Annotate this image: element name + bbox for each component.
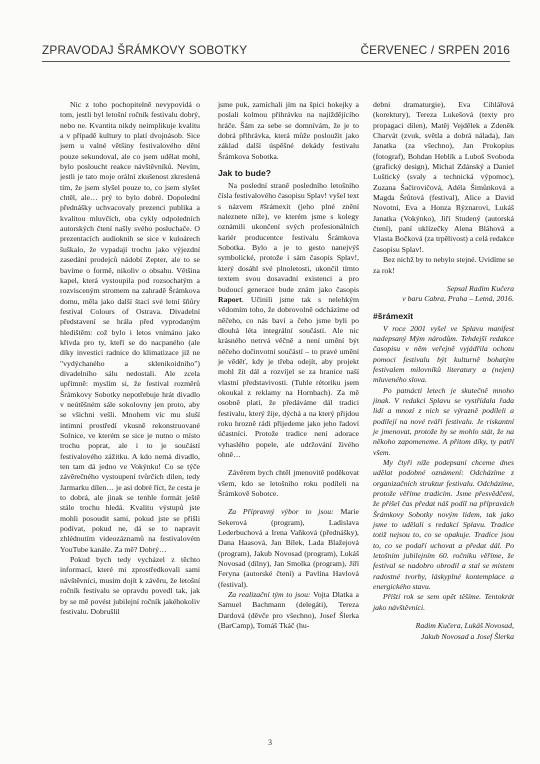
column-3: [373, 100, 514, 642]
signature: Sepsal Radim Kučera: [446, 283, 514, 293]
page-header: [42, 40, 510, 62]
paragraph: Na poslední straně posledního letošního čísla festivalového časopisu Splav! vyšel text s názvem #šrámexit (jeho plné znění naleznete níže), ve kterém jsme s kolegy oznámili ukončení svých profesionálních kariér producentce festivalu Šrámkova Sobotka. Bylo a je to gesto nanejvýš symbolické, protože i sám časopis Splav!, který dosáhl své plnoletosti, ukončil tímto textem svou dosavadní existenci a pro budoucí generace bude znám jako časopis Raport. Učinili jsme tak s nelehkým vědomím toho, že dobrovolně odcházíme od něčeho, co nás baví a čeho jsme byli po dlouhá léta integrální součástí. Ale nic krásného netrvá věčně a není umění být něčeho dočinvotní součástí – to pravé umění je věděť, kdy je třeba odejít, aby projekt mohl žít dál a rozvíjel se za hranice naší vlastní představivosti. (Tuhle rétoriku jsem okoukal z reklamy na Hornbach). Za mě osobně platí, že předáváme dál tradici festivalu, který žije, dýchá a na který přijdou roku hrozně rádi přijedeme jako jeho řadoví účastníci. Protože tradice není adorace vyhaslého popele, ale udržování živého ohně…: [218, 181, 359, 459]
signature: Jakub Novosad a Josef Šlerka: [421, 631, 514, 641]
column-2: [218, 100, 359, 632]
paragraph: Za Přípravný výbor to jsou: Marie Sekerová (program), Ladislava Lederbuchová a Irena Vaňková (přednášky), Dana Haasová, Jan Bílek, Lada Blažejová (program), Jakub Novosad (program), Lukáš Novosad (dílny), Jan Smolka (program), Jiří Feryna (autorské čtení) a Pavlína Havlová (festival).: [218, 507, 359, 589]
paragraph: V roce 2001 vyšel ve Splavu manifest nadepsaný Mým národům. Tehdejší redakce časopisu v něm veřejně vyjádřila ochotu pomoci festivalu být kulturně bohatým festivalem milovníků literatury a (nejen) mluveného slova.: [373, 323, 514, 385]
signature: Radim Kučera, Lukáš Novosad,: [415, 621, 514, 631]
paragraph: Po patnácti letech je skutečně mnoho jinak. V redakci Splavu se vystřídala řada lidí a mnozí z nich se výrazně podíleli a podílejí na nové tváři festivalu. Je riskantní je jmenovat, protože by se mohlo stát, že na někoho zapomeneme. A přitom díky, ty patří všem.: [373, 385, 514, 457]
page-number: 3: [268, 738, 272, 747]
signature: v baru Cabra, Praha – Letná, 2016.: [402, 294, 514, 304]
paragraph: My čtyři níže podepsaní chceme dnes udělat podobné oznámení: Odcházíme z organizačních struktur festivalu. Odcházíme, protože věříme tradicím. Jsme přesvědčeni, že přišel čas předat náš podíl na přípravách Šrámkovy Sobotky novým lidem, tak jako jsme to udělali s redakcí Splavu. Tradice totiž nejsou to, co se opakuje. Tradice jsou to, co se podaří uchovat a předat dál. Po letošním jubilejním 60. ročníku věříme, že festival se nadobro obrodil a stal se místem radostné tvorby, láskyplné kontemplace a energického stavu.: [373, 458, 514, 592]
paragraph: Bez nichž by to nebylo stejné. Uvidíme se za rok!: [373, 255, 514, 275]
section-heading-sramexit: #šrámexit: [373, 310, 414, 321]
newsletter-title: ZPRAVODAJ ŠRÁMKOVY SOBOTKY: [42, 43, 248, 57]
issue-date: ČERVENEC / SRPEN 2016: [360, 43, 510, 57]
paragraph: Nic z toho pochopitelně nevypovídá o tom, jestli byl letošní ročník festivalu dobrý, nebo ne. Kvantita nikdy neimplikuje kvalitu a v případě kultury to platí dvojnásob. Sice jsem u valné většiny festivalového dění pouze sekundoval, ale co jsem udělat mohl, bylo posloucht reakce návštěvníků. Nevím, jestli je tato moje orální zkušenost zkreslená tím, že jsem slyšel pouze to, co jsem slyšet chtěl, ale… prý to bylo dobré. Dopolední přednášky uchvacovaly prezenci publika a kvalitou mluvčích, oba cykly odpoledních autorských čtení našly svého posluchače. O prezentacích audioknih se sice v kuloárech šuškalo, že vypadají trochu jako výjezdní zasedání prodejců nádobí Zepter, ale to se bavíme o formě, nikoliv o obsahu. Většina kapel, která vystoupila pod rozsochatým a rozvisceným stromem na zahradě Šrámkova domu, měla jako další štací své letní šňůry festival Colours of Ostrava. Divadelní představení se hrála před vyprodaným hledištěm: což bylo i letos vnímáno jako křivda pro ty, kteří se do nacpaného (ale díky investici radnice do klimatizace již ne "vydýchaného a sklenikoidního") divadelního sálu nedostali. Ale zcela upřímně: myslím si, že festival rozměrů Šrámkovy Sobotky nepotřebuje hrát divadlo v neútěšném sále sokolovny jen proto, aby se všichni vešli. Mnohem víc mu sluší intimní prostředí vkusně rekonstruované Solnice, ve kterém se sice je nutno o místo trochu poprat, ale i to je součástí festivalového zážitku. A kdo nemá divadlo, ten tam dá jedno ve Vokýnku! Co se týče závěrečného vystoupení tvůrčích dílen, tedy Jarmarku dílen… je asi dobré říct, že cesta je to dobrá, ale jinak se tenhle formát ještě stále trochu hledá. Kvalitu výstupů jste mohli posoudit sami, pokud jste se přišli podívat, pokud ne, dá se to napravit zhlédnutím videozáznamů na festivalovém YouTube kanále. Za mě? Dobrý…: [60, 100, 200, 554]
paragraph: Příští rok se sem opět těšíme. Tentokrát jako návštěvníci.: [373, 592, 514, 612]
header-rule: [42, 61, 510, 62]
paragraph: jsme puk, zamíchali jím na špici hokejky a poslali kolmou přihrávku na najíždějícího hráče. Šám za sebe se domnívám, že je to dobrá přihrávka, která může posloužit jako základ další úspěšné dekády festivalu Šrámkova Sobotka.: [218, 100, 359, 161]
paragraph: Pokud bych tedy vycházel z těchto informací, které mi zprostředkovali sami návštěvníci, musím dojít k závěru, že letošní ročník festivalu se opravdu povedl tak, jak by se mě povést jubilejní ročník jakéhokoliv festivalu. Dobrušlil: [60, 555, 200, 616]
paragraph: Za realizační tým to jsou: Vojta Dlatka a Samuel Bachmann (delegáti), Tereza Dardová (děvče pro všechno), Josef Šlerka (BarCamp), Tomáš Tkáč (hu-: [218, 590, 359, 631]
section-heading-jak-to-bude: Jak to bude?: [218, 168, 272, 179]
raport-name: Raport: [218, 294, 242, 304]
column-1: [60, 100, 200, 617]
paragraph: debni dramaturgie), Eva Cihlářová (korektury), Tereza Lukešová (texty pro propagaci dílen), Matěj Vejdělek a Zdeněk Charvát (zvuk, světla a dobrá nálada), Jan Janatka (za všechno), Jan Prokopius (fotograf), Bohdan Heblík a Luboš Svoboda (grafický design), Michal Zdánský a Daniel Luštický (svaly a technická výpomoc), Zuzana Šačirovičová, Adéla Šimůnková a Magda Šrůtová (festival), Alice a David Novotní, Eva a Honza Rýznarovi, Lukáš Janatka (Vokýnko), Jiří Studený (autorská čtení), paní uklízečky Alena Bláhová a Vlasta Bočková (za trpělivost) a celá redakce časopisu Splav!.: [373, 100, 514, 254]
paragraph: Závěrem bych chtěl jmenovitě poděkovat všem, kdo se letošního roku podíleli na Šrámkově Sobotce.: [218, 468, 359, 499]
